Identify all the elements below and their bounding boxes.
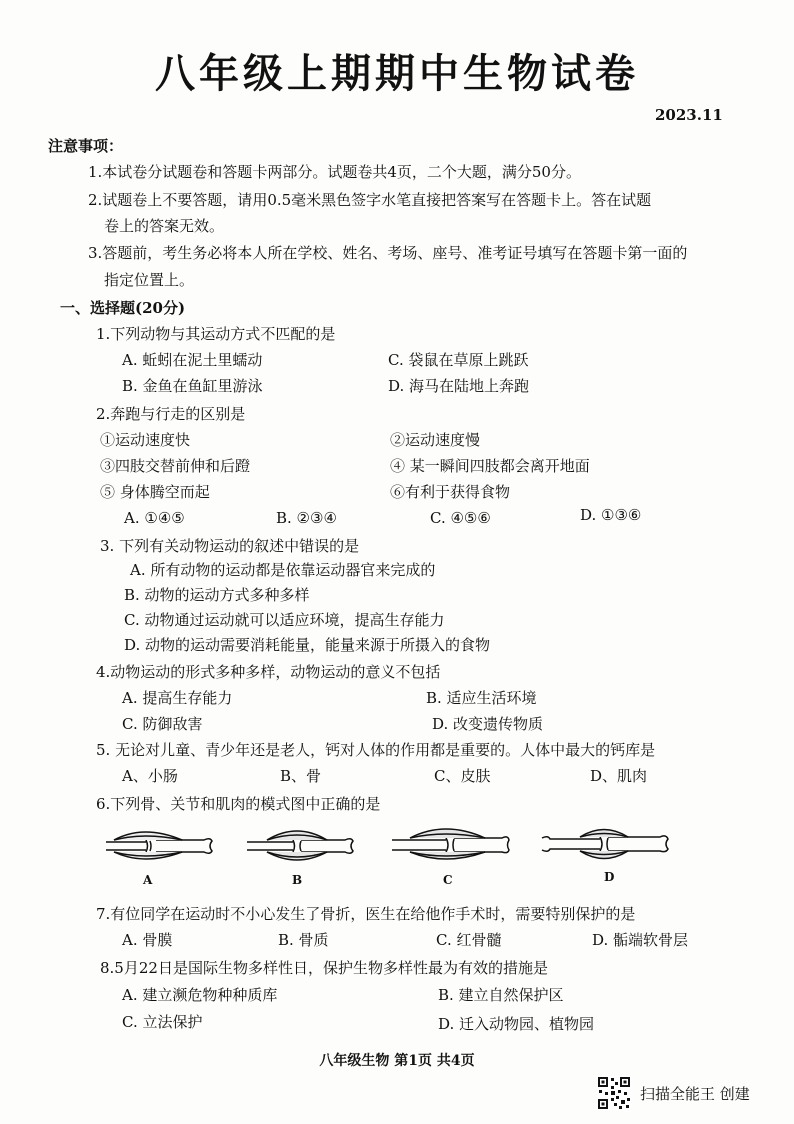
- question-8-option-c: C. 立法保护: [122, 1013, 203, 1031]
- question-2-stem: 2.奔跑与行走的区别是: [96, 405, 246, 423]
- notice-item-2-cont: 卷上的答案无效。: [104, 217, 225, 235]
- question-7-option-b: B. 骨质: [278, 931, 329, 949]
- question-1-stem: 1.下列动物与其运动方式不匹配的是: [96, 325, 336, 343]
- page-footer: 八年级生物 第1页 共4页: [319, 1053, 475, 1069]
- question-4-stem: 4.动物运动的形式多种多样，动物运动的意义不包括: [96, 663, 441, 681]
- notice-heading: 注意事项：: [48, 137, 124, 155]
- question-2-option-b: B. ②③④: [276, 509, 337, 527]
- diagram-c-label: C: [443, 873, 453, 887]
- question-2-statement-1: ①运动速度快: [100, 431, 191, 449]
- question-4-option-c: C. 防御敌害: [122, 715, 203, 733]
- question-2-option-a: A. ①④⑤: [124, 509, 185, 527]
- notice-item-3: 3.答题前，考生务必将本人所在学校、姓名、考场、座号、准考证号填写在答题卡第一面的: [88, 244, 688, 262]
- diagram-a: [104, 820, 214, 870]
- question-2-statement-2: ②运动速度慢: [390, 431, 481, 449]
- question-2-statement-5: ⑤ 身体腾空而起: [100, 483, 210, 501]
- page-title: 八年级上期期中生物试卷: [155, 50, 639, 97]
- question-4-option-a: A. 提高生存能力: [122, 689, 233, 707]
- question-8-option-b: B. 建立自然保护区: [438, 986, 564, 1004]
- question-8-option-d: D. 迁入动物园、植物园: [438, 1015, 595, 1033]
- question-3-option-b: B. 动物的运动方式多种多样: [124, 586, 310, 604]
- question-3-stem: 3. 下列有关动物运动的叙述中错误的是: [100, 537, 360, 555]
- diagram-b: [245, 820, 355, 870]
- question-6-stem: 6.下列骨、关节和肌肉的模式图中正确的是: [96, 795, 381, 813]
- question-3-option-d: D. 动物的运动需要消耗能量，能量来源于所摄入的食物: [124, 636, 491, 654]
- question-5-option-a: A、小肠: [122, 767, 178, 785]
- notice-item-1: 1.本试卷分试题卷和答题卡两部分。试题卷共4页，二个大题，满分50分。: [88, 163, 581, 181]
- exam-date: 2023.11: [655, 106, 723, 124]
- notice-item-2: 2.试题卷上不要答题，请用0.5毫米黑色签字水笔直接把答案写在答题卡上。答在试题: [88, 191, 652, 209]
- question-3-option-c: C. 动物通过运动就可以适应环境，提高生存能力: [124, 611, 445, 629]
- question-7-stem: 7.有位同学在运动时不小心发生了骨折，医生在给他作手术时，需要特别保护的是: [96, 905, 636, 923]
- diagram-d-label: D: [604, 870, 615, 884]
- scanner-watermark: 扫描全能王 创建: [640, 1085, 750, 1103]
- question-2-option-c: C. ④⑤⑥: [430, 509, 491, 527]
- question-2-statement-6: ⑥有利于获得食物: [390, 483, 511, 501]
- question-4-option-d: D. 改变遗传物质: [432, 715, 544, 733]
- question-7-option-d: D. 骺端软骨层: [592, 931, 689, 949]
- diagram-c: [390, 820, 510, 870]
- question-8-option-a: A. 建立濒危物种种质库: [122, 986, 278, 1004]
- question-2-statement-4: ④ 某一瞬间四肢都会离开地面: [390, 457, 590, 475]
- section-heading: 一、选择题(20分): [60, 299, 186, 317]
- question-5-option-c: C、皮肤: [434, 767, 491, 785]
- diagram-b-label: B: [292, 873, 303, 887]
- diagram-a-label: A: [143, 873, 153, 887]
- question-5-option-b: B、骨: [280, 767, 322, 785]
- question-8-stem: 8.5月22日是国际生物多样性日，保护生物多样性最为有效的措施是: [100, 959, 548, 977]
- question-2-statement-3: ③四肢交替前伸和后蹬: [100, 457, 251, 475]
- question-2-option-d: D. ①③⑥: [580, 506, 642, 524]
- question-3-option-a: A. 所有动物的运动都是依靠运动器官来完成的: [130, 561, 436, 579]
- question-1-option-b: B. 金鱼在鱼缸里游泳: [122, 377, 263, 395]
- notice-item-3-cont: 指定位置上。: [104, 271, 195, 289]
- question-5-stem: 5. 无论对儿童、青少年还是老人，钙对人体的作用都是重要的。人体中最大的钙库是: [96, 741, 656, 759]
- question-4-option-b: B. 适应生活环境: [426, 689, 537, 707]
- question-7-option-c: C. 红骨髓: [436, 931, 502, 949]
- question-7-option-a: A. 骨膜: [122, 931, 173, 949]
- qr-code-icon: [597, 1076, 631, 1110]
- question-1-option-a: A. 蚯蚓在泥土里蠕动: [122, 351, 263, 369]
- diagram-d: [540, 820, 670, 870]
- question-5-option-d: D、肌肉: [590, 767, 648, 785]
- question-1-option-c: C. 袋鼠在草原上跳跃: [388, 351, 529, 369]
- question-1-option-d: D. 海马在陆地上奔跑: [388, 377, 530, 395]
